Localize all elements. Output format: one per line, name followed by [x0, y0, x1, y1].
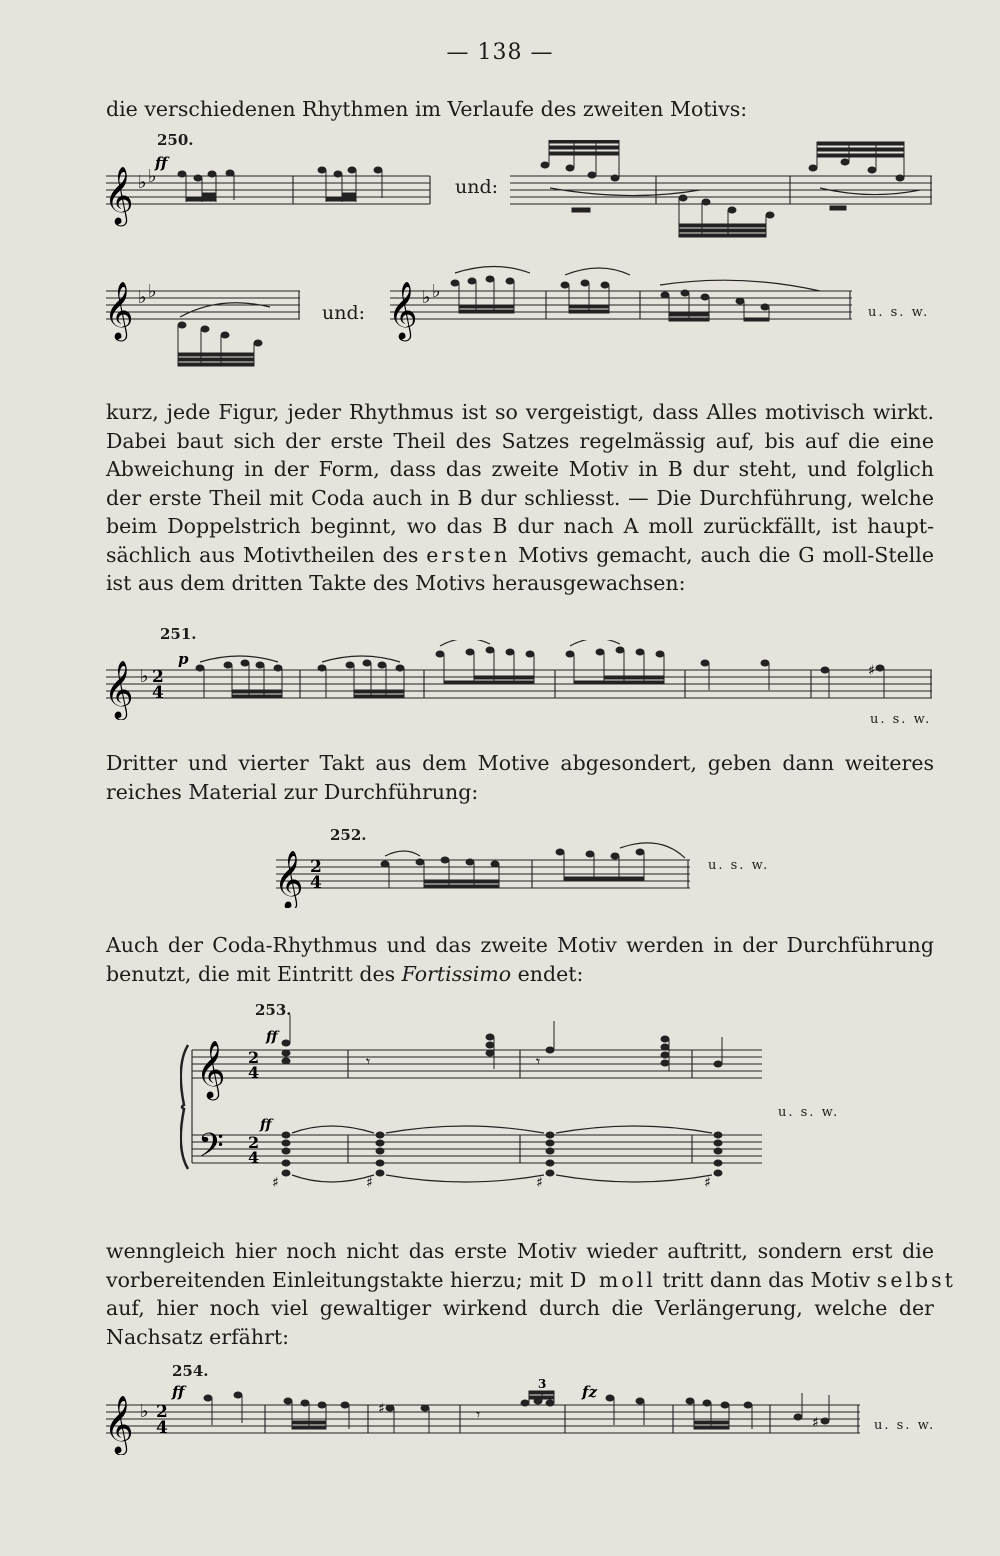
dynamic-p: p — [178, 650, 189, 668]
paragraph-dmoll — [106, 1237, 956, 1351]
text-line: der erste Theil mit Coda auch in B dur schliesst. — Die Durchführung, welche — [106, 485, 934, 510]
text-line: beim Doppelstrich beginnt, wo das B dur nach A moll zurückfällt, ist haupt- — [106, 514, 934, 538]
time-signature-bottom: 4 — [156, 1418, 168, 1438]
flat-icon: ♭ — [140, 1401, 149, 1422]
text-line: auf, hier noch viel gewaltiger wirkend durch die Verlängerung, welche der — [106, 1296, 934, 1320]
dynamic-ff: ff — [260, 1117, 272, 1133]
spaced-word: ersten — [426, 542, 511, 567]
sharp-icon: ♯ — [536, 1175, 543, 1191]
flat-icon: ♭ — [138, 172, 147, 193]
music-example-253 — [180, 1015, 780, 1215]
music-example-252 — [270, 838, 700, 908]
time-signature-top: 2 — [248, 1048, 260, 1067]
spaced-word: D moll — [569, 1267, 656, 1292]
example-number-251: 251. — [160, 625, 197, 643]
text-segment: benutzt, die mit Eintritt des — [106, 961, 396, 986]
dynamic-fz: fz — [582, 1383, 597, 1401]
treble-clef-icon: 𝄞 — [104, 281, 134, 339]
flat-icon: ♭ — [148, 281, 157, 302]
flat-icon: ♭ — [140, 666, 149, 687]
time-signature-top: 2 — [248, 1133, 260, 1152]
triplet-number: 3 — [538, 1377, 547, 1391]
time-signature-bottom: 4 — [310, 873, 322, 893]
text-line-mixed — [106, 1266, 956, 1295]
text-segment: tritt dann das Motiv — [662, 1267, 871, 1292]
spaced-word: selbst — [876, 1267, 956, 1292]
text-line-mixed — [106, 541, 934, 570]
music-example-250 — [100, 140, 940, 240]
page-number: — 138 — — [446, 40, 554, 65]
time-signature-bottom: 4 — [248, 1063, 260, 1082]
rest-icon: 𝄾 — [476, 1405, 481, 1424]
paragraph-intro — [106, 95, 934, 124]
bass-clef-icon: 𝄢 — [198, 1127, 224, 1173]
text-line: Abweichung in der Form, dass das zweite Motiv in B dur steht, und folglich — [106, 457, 934, 481]
text-line: Dritter und vierter Takt aus dem Motive abgesondert, geben dann weiteres — [106, 751, 934, 775]
usw-label: u. s. w. — [778, 1105, 840, 1120]
usw-label: u. s. w. — [868, 305, 930, 320]
dynamic-ff: ff — [266, 1029, 278, 1045]
sharp-icon: ♯ — [812, 1415, 819, 1431]
rest-icon: 𝄾 — [536, 1052, 541, 1071]
usw-label: u. s. w. — [708, 858, 770, 873]
connector-und: und: — [455, 176, 499, 198]
text-line: wenngleich hier noch nicht das erste Motiv wieder auftritt, sondern erst die — [106, 1239, 934, 1263]
sharp-icon: ♯ — [704, 1175, 711, 1191]
treble-clef-icon: 𝄞 — [104, 1395, 134, 1453]
usw-label: u. s. w. — [870, 712, 932, 727]
time-signature-top: 2 — [310, 857, 322, 877]
treble-clef-icon: 𝄞 — [104, 166, 134, 224]
music-example-250-continued — [100, 255, 860, 385]
flat-icon: ♭ — [148, 166, 157, 187]
music-example-254 — [100, 1375, 870, 1455]
connector-und: und: — [322, 302, 366, 324]
treble-clef-icon: 𝄞 — [388, 281, 418, 339]
text-line: Dabei baut sich der erste Theil des Satzes regelmässig auf, bis auf die eine — [106, 428, 934, 453]
treble-clef-icon: 𝄞 — [196, 1040, 226, 1098]
treble-clef-icon: 𝄞 — [104, 660, 134, 718]
text-line: die verschiedenen Rhythmen im Verlaufe des zweiten Motivs: — [106, 97, 748, 121]
text-segment: endet: — [517, 961, 584, 986]
flat-icon: ♭ — [422, 287, 431, 308]
text-line: Nachsatz erfährt: — [106, 1324, 290, 1349]
treble-clef-icon: 𝄞 — [274, 850, 304, 908]
example-number-252: 252. — [330, 826, 367, 844]
flat-icon: ♭ — [138, 287, 147, 308]
paragraph-durchfuehrung — [106, 398, 934, 598]
sharp-icon: ♯ — [366, 1175, 373, 1191]
sharp-icon: ♯ — [272, 1175, 279, 1191]
system-brace — [181, 1045, 188, 1169]
flat-icon: ♭ — [432, 281, 441, 302]
text-segment: vorbereitenden Einleitungstakte hierzu; mit — [106, 1267, 564, 1292]
paragraph-coda — [106, 931, 934, 988]
example-number-254: 254. — [172, 1362, 209, 1380]
text-line: kurz, jede Figur, jeder Rhythmus ist so vergeistigt, dass Alles motivisch wirkt. — [106, 400, 934, 424]
time-signature-top: 2 — [156, 1402, 168, 1422]
example-number-253: 253. — [255, 1001, 292, 1019]
usw-label: u. s. w. — [874, 1418, 936, 1433]
dynamic-ff: ff — [155, 154, 168, 172]
paragraph-material — [106, 749, 934, 806]
rest-icon: 𝄾 — [366, 1052, 371, 1071]
text-segment: sächlich aus Motivtheilen des — [106, 542, 419, 567]
time-signature-top: 2 — [152, 667, 164, 687]
sharp-icon: ♯ — [868, 663, 875, 679]
music-example-251 — [100, 640, 940, 720]
text-segment: Motivs gemacht, auch die G moll-Stelle — [518, 542, 934, 567]
time-signature-bottom: 4 — [152, 683, 164, 703]
dynamic-ff: ff — [172, 1383, 185, 1401]
italic-word: Fortissimo — [401, 961, 512, 986]
example-number-250: 250. — [157, 131, 194, 149]
text-line: ist aus dem dritten Takte des Motivs herausgewachsen: — [106, 571, 686, 595]
text-line-mixed — [106, 960, 934, 989]
text-line: Auch der Coda-Rhythmus und das zweite Motiv werden in der Durchführung — [106, 933, 934, 957]
time-signature-bottom: 4 — [248, 1148, 260, 1167]
text-line: reiches Material zur Durchführung: — [106, 779, 479, 804]
sharp-icon: ♯ — [378, 1401, 385, 1417]
